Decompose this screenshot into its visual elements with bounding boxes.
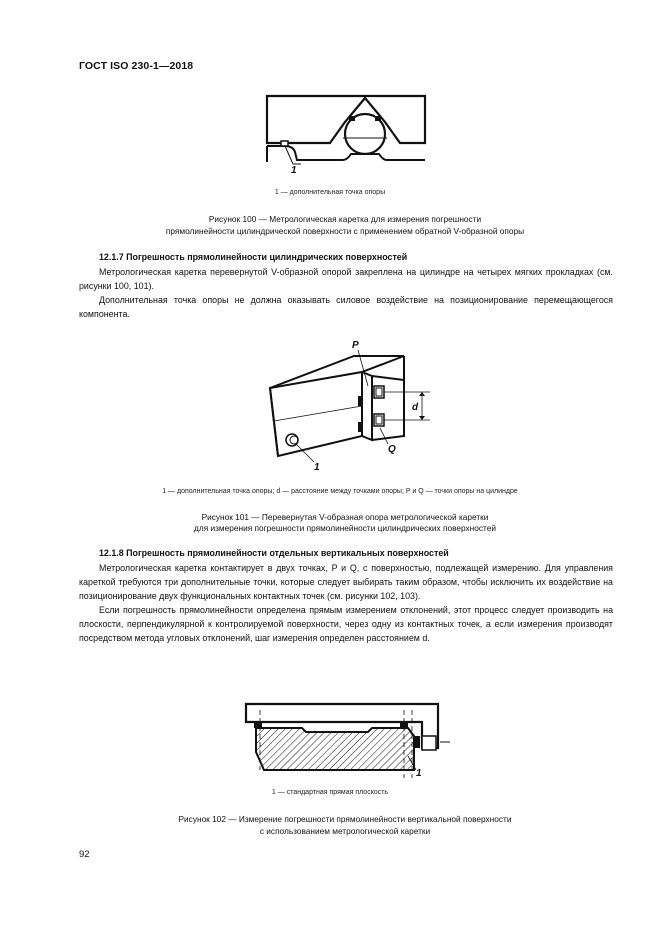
figure-100-legend: 1 — дополнительная точка опоры	[274, 189, 386, 196]
section-12-1-7-body	[79, 265, 613, 321]
paragraph: Метрологическая каретка перевернутой V-образной опорой закреплена на цилиндре на четырех мягких прокладках (см. рисунки 100, 101).	[79, 267, 613, 291]
figure-102-legend: 1 — стандартная прямая плоскость	[271, 789, 389, 796]
figure-101-caption-line1: Рисунок 101 — Перевернутая V-образная опора метрологической каретки	[201, 512, 489, 522]
figure-101-legend: 1 — дополнительная точка опоры; d — расстояние между точками опоры; P и Q — точки опоры на цилиндре	[162, 488, 518, 495]
figure-102-drawing	[240, 696, 455, 782]
figure-100-caption-line2: прямолинейности цилиндрической поверхности с применением обратной V-образной опоры	[165, 226, 525, 236]
figure-101-caption-line2: для измерения погрешности прямолинейности цилиндрических поверхностей	[194, 523, 496, 533]
paragraph: Метрологическая каретка контактирует в двух точках, P и Q, с поверхностью, подлежащей измерению. Для управления кареткой требуются три дополнительные точки, которые следует выбирать таким образом, чтобы исключить их воздействие на позиционирование двух функциональных контактных точек (см. рисунки 102, 103).	[79, 563, 613, 601]
label-p: P	[352, 340, 359, 351]
figure-101-drawing	[262, 336, 442, 476]
figure-102-caption-line1: Рисунок 102 — Измерение погрешности прямолинейности вертикальной поверхности	[178, 814, 512, 824]
workpiece-hatched	[256, 728, 414, 770]
label-q: Q	[388, 444, 396, 455]
document-header: ГОСТ ISO 230-1—2018	[79, 60, 194, 72]
figure-100-caption-line1: Рисунок 100 — Метрологическая каретка для измерения погрешности	[208, 214, 482, 224]
section-12-1-8-title: 12.1.8 Погрешность прямолинейности отдельных вертикальных поверхностей	[99, 548, 449, 558]
page-number: 92	[79, 849, 90, 860]
section-12-1-7-title: 12.1.7 Погрешность прямолинейности цилиндрических поверхностей	[99, 252, 408, 262]
figure-102-caption-line2: с использованием метрологической каретки	[259, 826, 431, 836]
dimension-d-label: d	[412, 402, 419, 413]
callout-1: 1	[416, 768, 422, 779]
figure-100-drawing	[255, 88, 435, 188]
extra-support-point	[281, 141, 288, 146]
paragraph: Если погрешность прямолинейности определена прямым измерением отклонений, этот процесс следует производить на плоскости, перпендикулярной к контролируемой поверхности, через одну из контактных точек, а если измерения производят посредством метода угловых отклонений, шаг измерения определен расстоянием d.	[79, 605, 613, 643]
section-12-1-8-body	[79, 561, 613, 645]
callout-1: 1	[314, 462, 320, 473]
callout-1: 1	[291, 165, 297, 176]
paragraph: Дополнительная точка опоры не должна оказывать силовое воздействие на позиционирование перемещающегося компонента.	[79, 295, 613, 319]
